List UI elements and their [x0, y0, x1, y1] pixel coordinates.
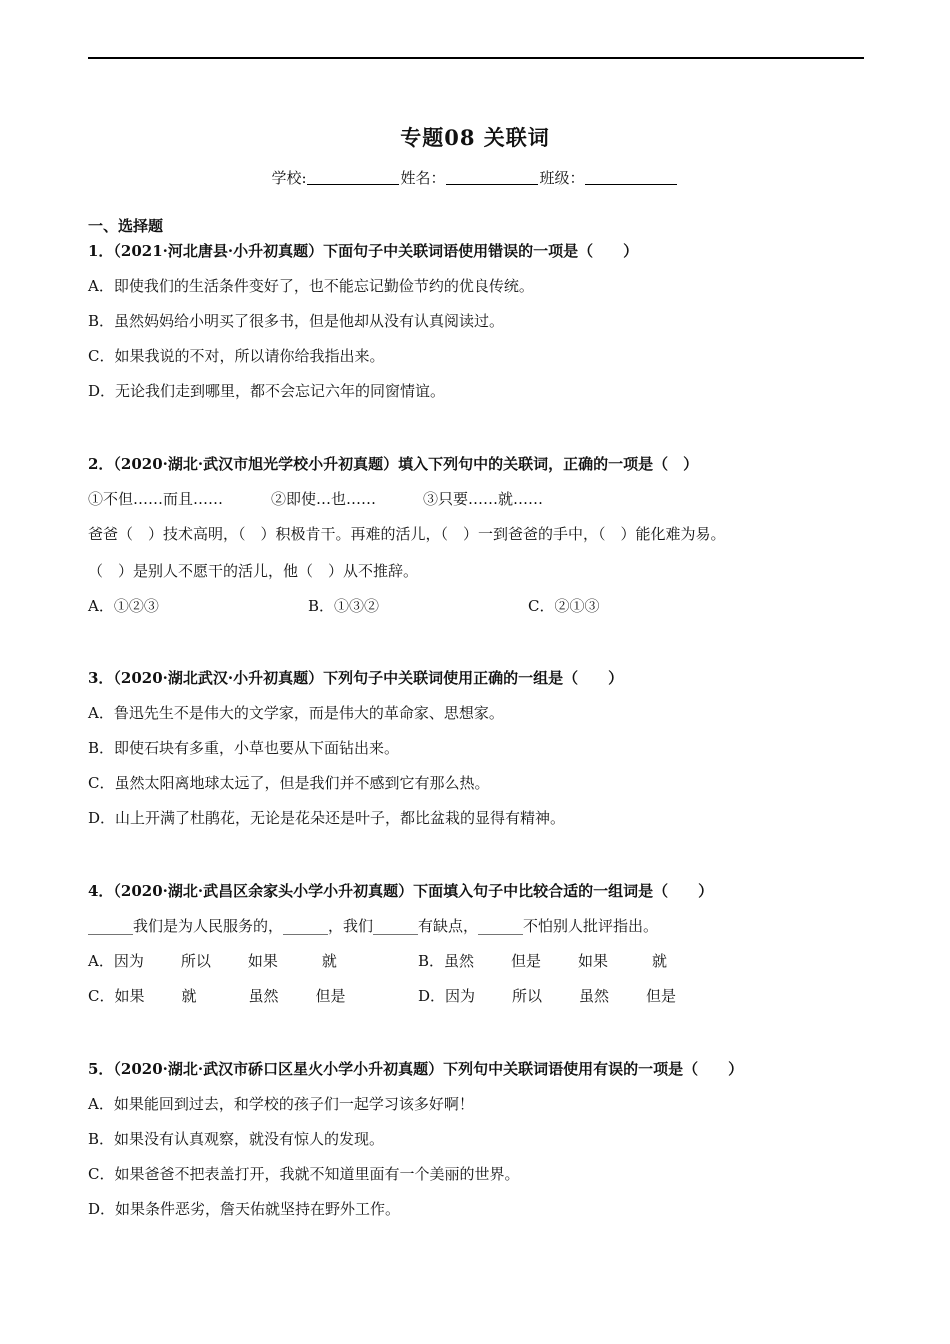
question-4-option-b[interactable]: [418, 951, 667, 971]
question-1-option-a[interactable]: A．即使我们的生活条件变好了，也不能忘记勤俭节约的优良传统。: [88, 277, 534, 295]
question-2-sentence-1: 爸爸（ ）技术高明，（ ）积极肯干。再难的活儿，（ ）一到爸爸的手中，（ ）能化难为易。: [88, 525, 726, 543]
question-5-option-d[interactable]: D．如果条件恶劣，詹天佑就坚持在野外工作。: [88, 1200, 401, 1218]
question-3-option-b[interactable]: B．即使石块有多重，小草也要从下面钻出来。: [88, 739, 400, 757]
option-letter: C．: [88, 987, 115, 1005]
option-word: 因为: [113, 952, 144, 970]
question-4-option-d[interactable]: [418, 986, 676, 1006]
option-word: 所以: [512, 987, 543, 1005]
question-5-option-a[interactable]: A．如果能回到过去，和学校的孩子们一起学习该多好啊！: [88, 1095, 474, 1113]
top-rule: [88, 57, 864, 59]
question-1-stem: 1．（2021·河北唐县·小升初真题）下面句子中关联词语使用错误的一项是（ ）: [88, 242, 639, 260]
question-5-stem: 5．（2020·湖北·武汉市硚口区星火小学小升初真题）下列句中关联词语使用有误的一项是（ ）: [88, 1060, 744, 1078]
question-3-stem: 3．（2020·湖北武汉·小升初真题）下列句子中关联词使用正确的一组是（ ）: [88, 669, 624, 687]
school-label: 学校:: [271, 169, 307, 187]
option-word: 所以: [180, 952, 211, 970]
question-2-choice-3: ③只要……就……: [423, 490, 544, 508]
question-3-option-a[interactable]: A．鲁迅先生不是伟大的文学家，而是伟大的革命家、思想家。: [88, 704, 504, 722]
question-1-option-c[interactable]: C．如果我说的不对，所以请你给我指出来。: [88, 347, 385, 365]
question-1-option-b[interactable]: B．虽然妈妈给小明买了很多书，但是他却从没有认真阅读过。: [88, 312, 505, 330]
class-label: 班级：: [539, 169, 585, 187]
question-4-sentence: ______我们是为人民服务的，______，我们______有缺点，______不怕别人批评指出。: [88, 917, 659, 935]
question-4-option-c[interactable]: [88, 986, 346, 1006]
question-2-option-c[interactable]: C．②①③: [528, 597, 600, 615]
question-2-choice-2: ②即使…也……: [271, 490, 377, 508]
section-heading: 一、选择题: [88, 217, 164, 235]
question-1-option-d[interactable]: D．无论我们走到哪里，都不会忘记六年的同窗情谊。: [88, 382, 446, 400]
option-word: 如果: [247, 952, 278, 970]
question-5-option-c[interactable]: C．如果爸爸不把表盖打开，我就不知道里面有一个美丽的世界。: [88, 1165, 520, 1183]
name-label: 姓名：: [400, 169, 446, 187]
question-2-stem: 2．（2020·湖北·武汉市旭光学校小升初真题）填入下列句中的关联词，正确的一项是（ ）: [88, 455, 699, 473]
option-word: 但是: [315, 987, 346, 1005]
question-2-option-b[interactable]: B．①③②: [308, 597, 380, 615]
student-info-line: [0, 167, 950, 188]
question-2-choice-1: ①不但……而且……: [88, 490, 224, 508]
school-blank[interactable]: [307, 170, 399, 185]
option-word: 但是: [646, 987, 677, 1005]
question-3-option-c[interactable]: C．虽然太阳离地球太远了，但是我们并不感到它有那么热。: [88, 774, 490, 792]
option-word: 就: [652, 952, 668, 970]
option-letter: D．: [418, 987, 446, 1005]
option-word: 因为: [445, 987, 476, 1005]
option-word: 如果: [114, 987, 145, 1005]
class-blank[interactable]: [585, 170, 677, 185]
option-word: 就: [321, 952, 337, 970]
question-4-option-a[interactable]: [88, 951, 337, 971]
option-word: 虽然: [444, 952, 475, 970]
question-2-sentence-2: （ ）是别人不愿干的活儿，他（ ）从不推辞。: [88, 562, 419, 580]
question-4-stem: 4．（2020·湖北·武昌区余家头小学小升初真题）下面填入句子中比较合适的一组词是（ ）: [88, 882, 714, 900]
option-word: 虽然: [579, 987, 610, 1005]
option-word: 但是: [511, 952, 542, 970]
question-5-option-b[interactable]: B．如果没有认真观察，就没有惊人的发现。: [88, 1130, 385, 1148]
option-letter: B．: [418, 952, 445, 970]
option-word: 如果: [578, 952, 609, 970]
question-3-option-d[interactable]: D．山上开满了杜鹃花，无论是花朵还是叶子，都比盆栽的显得有精神。: [88, 809, 566, 827]
page-title: 专题08 关联词: [400, 125, 550, 150]
name-blank[interactable]: [446, 170, 538, 185]
option-word: 就: [181, 987, 197, 1005]
option-word: 虽然: [248, 987, 279, 1005]
question-2-option-a[interactable]: A．①②③: [88, 597, 159, 615]
option-letter: A．: [88, 952, 114, 970]
